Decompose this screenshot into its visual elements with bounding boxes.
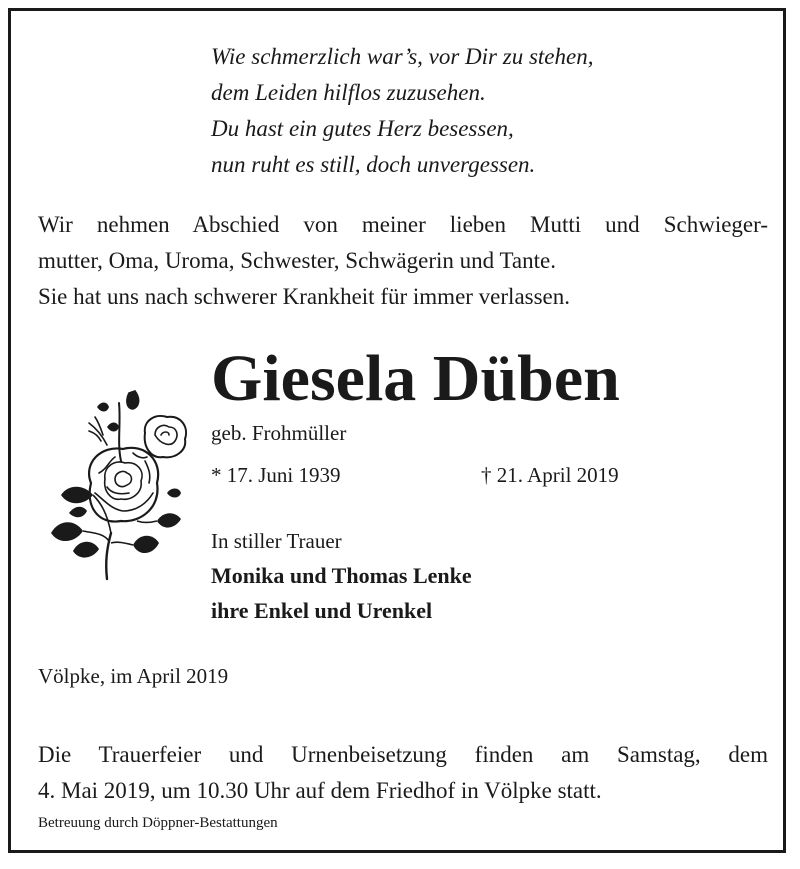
mourner-name: Monika und Thomas Lenke — [211, 563, 472, 588]
farewell-line: Sie hat uns nach schwerer Krankheit für immer verlassen. — [38, 284, 571, 309]
funeral-line: 4. Mai 2019, um 10.30 Uhr auf dem Friedhof in Völpke statt. — [38, 778, 602, 803]
poem-line: Wie schmerzlich war’s, vor Dir zu stehen, — [211, 44, 594, 69]
poem-line: Du hast ein gutes Herz besessen, — [211, 116, 514, 141]
funeral-line: Die Trauerfeier und Urnenbeisetzung finden am Samstag, dem — [38, 742, 768, 767]
mourner-name: ihre Enkel und Urenkel — [211, 598, 433, 623]
deceased-name: Giesela Düben — [211, 342, 620, 415]
funeral-notice — [38, 737, 768, 809]
place-date: Völpke, im April 2019 — [38, 664, 229, 688]
farewell-line: Wir nehmen Abschied von meiner lieben Mutti und Schwieger- — [38, 212, 768, 237]
death-date: † 21. April 2019 — [481, 463, 619, 487]
farewell-line: mutter, Oma, Uroma, Schwester, Schwägerin und Tante. — [38, 248, 556, 273]
poem-line: nun ruht es still, doch unvergessen. — [211, 152, 536, 177]
mourning-intro: In stiller Trauer — [211, 529, 342, 553]
obituary-frame — [8, 8, 786, 853]
maiden-name: geb. Frohmüller — [211, 421, 347, 445]
birth-date: * 17. Juni 1939 — [211, 463, 341, 487]
undertaker-credit: Betreuung durch Döppner-Bestattungen — [38, 815, 278, 831]
farewell-text — [38, 207, 768, 315]
rose-icon — [49, 383, 197, 583]
poem — [211, 39, 771, 183]
poem-line: dem Leiden hilflos zuzusehen. — [211, 80, 486, 105]
